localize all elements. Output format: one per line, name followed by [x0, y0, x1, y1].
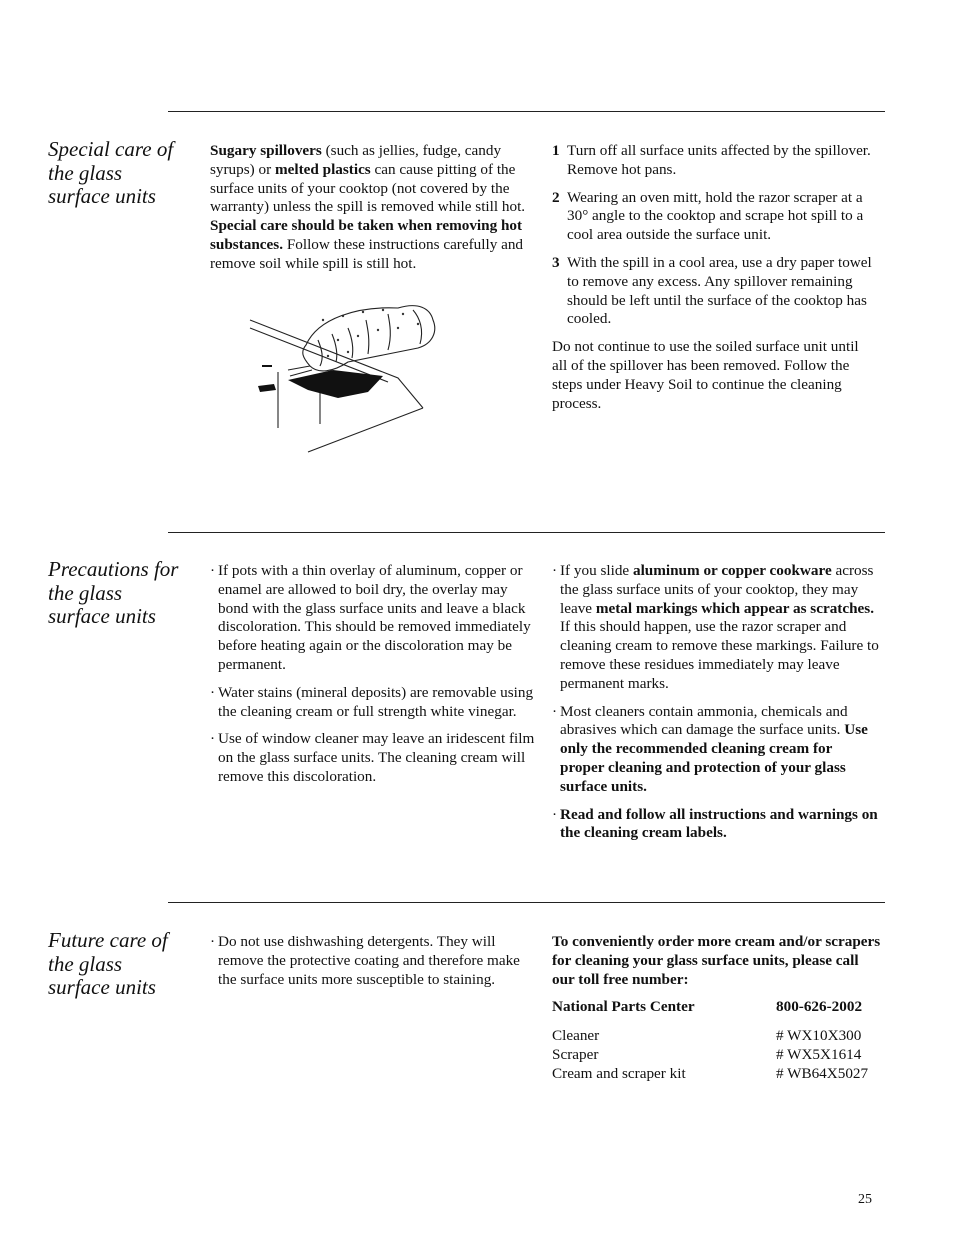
- bullet-text: [218, 684, 533, 720]
- part-row: [552, 1065, 882, 1084]
- part-name: Scraper: [552, 1045, 599, 1063]
- order-instructions: To conveniently order more cream and/or scrapers for cleaning your glass surface units, please call our toll free number:: [552, 933, 881, 988]
- precautions-left: [210, 562, 537, 796]
- text-run: Follow these instructions carefully and remove soil while spill is still hot.: [210, 235, 524, 272]
- step-text: With the spill in a cool area, use a dry paper towel to remove any excess. Any spillover remaining should be left until the surface of the cooktop has cooled.: [567, 253, 872, 328]
- part-row: [552, 1027, 882, 1046]
- bold-text-run: Special care should be taken when removing hot substances.: [210, 217, 523, 253]
- text-run: (such as jellies, fudge, candy syrups) or: [210, 142, 502, 178]
- parts-center-phone: 800-626-2002: [776, 998, 863, 1016]
- spillover-paragraph: [210, 142, 535, 274]
- bullet-item: · Use of window cleaner may leave an iridescent film on the glass surface units. The cleaning cream will remove this discoloration.: [210, 730, 535, 785]
- bold-text-run: Sugary spillovers: [210, 142, 322, 159]
- spillover-intro: [210, 142, 535, 283]
- text-run: Water stains (mineral deposits) are removable using the cleaning cream or full strength white vinegar.: [218, 683, 534, 720]
- section-divider: [168, 902, 885, 903]
- bold-text-run: Read and follow all instructions and warnings on the cleaning cream labels.: [560, 805, 878, 842]
- step-text: Turn off all surface units affected by the spillover. Remove hot pans.: [567, 142, 871, 178]
- part-row: [552, 1046, 882, 1065]
- bullet-text: [560, 806, 878, 842]
- bold-text-run: metal markings which appear as scratches.: [595, 599, 874, 617]
- part-name: Cream and scraper kit: [552, 1064, 686, 1082]
- text-run: can cause pitting of the surface units of your cooktop (not covered by the warranty) unless the spill is removed while still hot.: [210, 160, 526, 216]
- part-number: # WB64X5027: [776, 1064, 869, 1082]
- bullet-text: [218, 730, 534, 785]
- section-heading-future-care: Future care of the glass surface units: [48, 928, 168, 999]
- step-item: [552, 142, 877, 180]
- section-heading-precautions: Precautions for the glass surface units: [48, 557, 179, 628]
- section-divider: [168, 111, 885, 112]
- text-run: If pots with a thin overlay of aluminum, copper or enamel are allowed to boil dry, the overlay may bond with the glass surface units and leave a black discoloration. This should be removed immediately before heating again or the discoloration may be permanent.: [218, 562, 531, 673]
- bullet-item: · Most cleaners contain ammonia, chemicals and abrasives which can damage the surface units. Use only the recommended cleaning cream for proper cleaning and protection of your glass surface units.: [552, 702, 868, 795]
- step-number: 3: [552, 253, 560, 271]
- bullet-text: [560, 703, 868, 795]
- text-run: Do not use dishwashing detergents. They will remove the protective coating and therefore make the surface units more susceptible to staining.: [218, 933, 520, 988]
- text-run: If this should happen, use the razor scraper and cleaning cream to remove these markings. Failure to remove these residues immediately may leave permanent marks.: [560, 618, 879, 692]
- precautions-right: [552, 562, 879, 852]
- text-run: across the glass surface units of your cooktop, they may leave: [560, 562, 874, 617]
- bold-text-run: aluminum or copper cookware: [632, 562, 832, 579]
- bullet-text: [218, 562, 531, 673]
- parts-center-label: National Parts Center: [552, 998, 695, 1016]
- part-number: # WX10X300: [776, 1027, 862, 1045]
- parts-center-row: [552, 998, 882, 1017]
- step-text: Wearing an oven mitt, hold the razor scraper at a 30° angle to the cooktop and scrape hot spill to a cool area outside the surface unit.: [567, 188, 864, 244]
- step-item: [552, 254, 877, 329]
- bullet-item: · Water stains (mineral deposits) are removable using the cleaning cream or full strength white vinegar.: [210, 683, 534, 720]
- step-number: 2: [552, 188, 560, 206]
- text-run: Most cleaners contain ammonia, chemicals and abrasives which can damage the surface units.: [560, 702, 848, 739]
- bullet-item: · Do not use dishwashing detergents. They will remove the protective coating and therefore make the surface units more susceptible to staining.: [210, 933, 520, 988]
- spillover-steps: [552, 142, 877, 422]
- text-run: If you slide: [560, 562, 633, 579]
- step-number: 1: [552, 142, 560, 159]
- oven-mitt-scraper-illustration: [248, 300, 448, 456]
- page-number: 25: [858, 1192, 872, 1207]
- step-item: [552, 189, 877, 245]
- bold-text-run: Use only the recommended cleaning cream for proper cleaning and protection of your glass surface units.: [560, 721, 868, 795]
- text-run: Use of window cleaner may leave an iridescent film on the glass surface units. The cleaning cream will remove this discoloration.: [218, 730, 535, 785]
- bullet-item: · Read and follow all instructions and warnings on the cleaning cream labels.: [552, 805, 878, 842]
- bullet-text: [218, 933, 520, 988]
- spillover-note: Do not continue to use the soiled surface unit until all of the spillover has been removed. Follow the steps under Heavy Soil to continue the cleaning process.: [552, 338, 859, 412]
- section-heading-special-care: Special care of the glass surface units: [48, 137, 174, 208]
- section-divider: [168, 532, 885, 533]
- bullet-text: [560, 562, 879, 692]
- part-name: Cleaner: [552, 1027, 600, 1045]
- bold-text-run: melted plastics: [274, 160, 371, 178]
- future-care-left: [210, 933, 520, 998]
- bullet-item: · If pots with a thin overlay of aluminum, copper or enamel are allowed to boil dry, the overlay may bond with the glass surface units and leave a black discoloration. This should be removed immediately before heating again or the discoloration may be permanent.: [210, 562, 531, 673]
- bullet-item: · If you slide aluminum or copper cookware across the glass surface units of your cooktop, they may leave metal markings which appear as scratches. If this should happen, use the razor scraper and cleaning cream to remove these markings. Failure to remove these residues immediately may leave permanent marks.: [552, 562, 879, 692]
- part-number: # WX5X1614: [776, 1045, 862, 1063]
- ordering-info: [552, 933, 882, 1084]
